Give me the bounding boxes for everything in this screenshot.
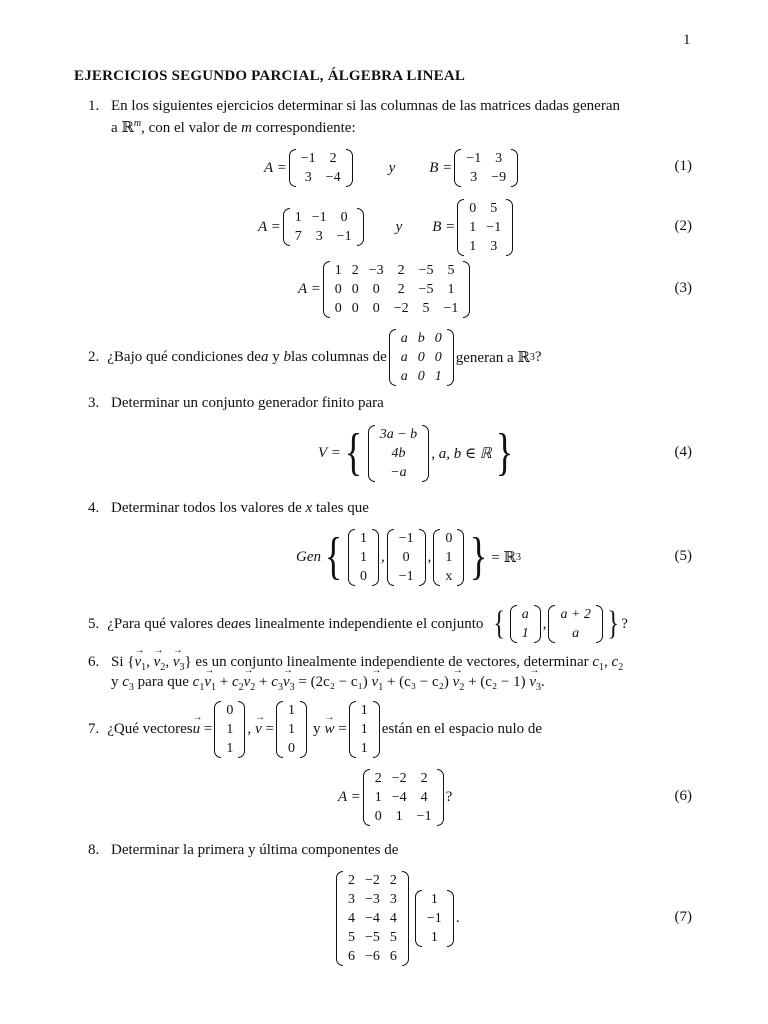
matrix-row [356,701,373,720]
matrix-row [283,701,300,720]
right-brace: } [470,528,488,585]
matrix-entry: 4 [389,910,397,926]
matrix-entry: a [400,368,408,384]
matrix-entry: 0 [287,740,295,756]
left-brace: { [493,605,506,642]
matrix-entry: 1 [395,808,403,824]
exercise-3-text: Determinar un conjunto generador finito para [111,395,384,411]
matrix-entry: −1 [466,151,482,166]
equation-5: Gen { 1 1 0 , −1 0 −1 , 0 1 x } = ℝ 3 [296,528,522,585]
matrix-row [283,720,300,739]
set-condition: , a, b ∈ ℝ [431,445,492,462]
matrix-entry: 0 [434,349,442,365]
matrix-entry: 0 [434,330,442,346]
matrix-row [396,348,447,367]
matrix-row [355,548,372,567]
matrix-row [343,947,402,966]
left-paren [510,605,517,643]
matrix-entry: 0 [445,530,453,546]
matrix-entry: 1 [434,368,442,384]
var-a: a [230,615,239,632]
left-brace: { [324,528,343,585]
left-paren [214,701,221,758]
matrix-label-a: A = [264,159,287,176]
matrix-entry: 3 [315,229,323,244]
matrix-entries [396,329,447,386]
matrix-row [375,425,422,444]
matrix-row [464,237,506,256]
vector-v [276,701,307,758]
right-paren [422,425,429,482]
vector-ex4-1 [348,529,379,586]
matrix-entry: 3 [470,170,478,185]
page-title: EJERCICIOS SEGUNDO PARCIAL, ÁLGEBRA LINEAL [74,68,466,84]
exercise-2-text-d: ? [534,348,542,365]
matrix-entry: 0 [226,702,234,718]
matrix-entry: 0 [340,210,348,225]
matrix-entry: a [400,330,408,346]
matrix-row [396,367,447,386]
matrix-entry: 5 [389,929,397,945]
matrix-entry: 0 [351,300,359,316]
exercise-2-text-y: y [268,348,284,365]
matrix-entry: 1 [360,721,368,737]
matrix-entry: −1 [336,229,352,244]
exercise-8-end: . [455,909,460,926]
matrix-entry: 2 [348,872,355,888]
vector-v-symbol: v → [255,721,262,738]
matrix-entry: 1 [521,626,529,641]
exercise-2-text-c: generan a ℝ [455,349,530,366]
matrix-row [394,529,419,548]
right-brace: } [495,424,513,481]
matrix-entry: 3 [495,151,503,166]
matrix-entry: −3 [368,262,384,278]
matrix-entry: 0 [417,368,425,384]
exercise-5-end: ? [621,615,628,632]
matrix-ex7 [363,769,444,826]
matrix-row [296,149,346,168]
matrix-row [283,739,300,758]
exercise-2-sup: 3 [529,351,535,363]
matrix-entries [375,425,422,482]
right-paren [372,529,379,586]
matrix-label-a: A = [298,280,321,297]
matrix-entry: −5 [365,929,380,945]
left-paren [323,261,330,318]
matrix-row [355,529,372,548]
right-paren [402,871,409,966]
matrix-row [356,739,373,758]
matrix-entry: −5 [418,281,434,297]
left-paren [387,529,394,586]
matrix-entries [517,605,534,643]
matrix-entry: 0 [359,568,367,584]
matrix-row [370,807,437,826]
matrix-entry: 1 [287,721,295,737]
matrix-ex8 [336,871,409,966]
conjunction-y: y [388,159,396,176]
matrix-entry: a + 2 [560,607,591,622]
matrix-row [464,199,506,218]
matrix-entry: −2 [391,770,407,786]
matrix-entry: 5 [348,929,355,945]
right-paren [419,529,426,586]
matrix-entry: 1 [360,702,368,718]
left-paren [276,701,283,758]
matrix-row [422,928,447,947]
right-paren [238,701,245,758]
exercise-2-text-a: ¿Bajo qué condiciones de [107,348,261,365]
matrix-label-a: A = [258,218,281,235]
right-paren [511,149,518,187]
right-paren [447,329,454,386]
matrix-entry: −2 [393,300,409,316]
matrix-entry: 1 [226,740,234,756]
vector-ex4-3 [433,529,464,586]
matrix-entry: 0 [469,200,477,216]
matrix-row [343,890,402,909]
exercise-7-end: ? [445,788,453,805]
gen-label: Gen [296,548,321,565]
matrix-entry: 1 [294,210,302,225]
left-paren [415,890,422,947]
matrix-row [440,567,457,586]
matrix-row [375,444,422,463]
matrix-entry: 5 [490,200,498,216]
left-paren [289,149,296,187]
exercise-7-text-b: están en el espacio nulo de [381,720,543,737]
exercise-5-text-a: ¿Para qué valores de [107,615,231,632]
matrix-label-b: B = [429,159,453,176]
matrix-entry: a [400,349,408,365]
matrix-entry: −1 [398,568,414,584]
matrix-row [330,280,464,299]
matrix-entry: 0 [351,281,359,297]
matrix-entry: 1 [469,238,477,254]
matrix-row [355,567,372,586]
matrix-1a [289,149,353,187]
left-paren [433,529,440,586]
exercise-3-number: 3. [88,395,100,411]
matrix-entries [283,701,300,758]
matrix-entry: 7 [294,229,302,244]
matrix-entry: 1 [469,219,477,235]
matrix-2a [283,208,364,246]
exercise-1-line1: En los siguientes ejercicios determinar si las columnas de las matrices dadas generan [111,98,620,114]
left-paren [454,149,461,187]
matrix-entry: 3 [389,891,397,907]
matrix-2b [457,199,513,256]
exercise-2-number: 2. [88,348,100,365]
right-paren [534,605,541,643]
matrix-entries [422,890,447,947]
matrix-entry: 1 [287,702,295,718]
matrix-row [343,928,402,947]
matrix-row [370,769,437,788]
matrix-entry: 1 [359,549,367,565]
matrix-entry: 5 [447,262,455,278]
equation-1 [264,148,520,188]
matrix-row [394,548,419,567]
left-brace: { [344,424,362,481]
vector-u [214,701,245,758]
matrix-ex2 [389,329,454,386]
matrix-entry: −4 [325,170,341,185]
right-paren [457,529,464,586]
exercise-2-text-b: las columnas de [290,348,387,365]
matrix-row [290,208,357,227]
matrix-entry: −2 [365,872,380,888]
right-paren [447,890,454,947]
conjunction-y: y [312,720,321,737]
exercise-4-text: Determinar todos los valores de x tales que [111,500,369,516]
matrix-entry: −1 [416,808,432,824]
matrix-entry: 0 [334,281,342,297]
matrix-row [343,871,402,890]
left-paren [548,605,555,643]
matrix-entry: 0 [372,281,380,297]
exercise-6-line2: y $c_3$ para que $c_1v \to_1 + c_2v \to_2 + c_3v \to_3 = (2c_2 - c_1)$ $v \to_1 + (c_3 - c_2)$ $v \to_2 + (c_2 - 1)$ $v \to_3$. [111,674,545,693]
set-label-v: V = [318,444,341,461]
left-paren [349,701,356,758]
matrix-entry: 1 [447,281,455,297]
matrix-entry: −3 [365,891,380,907]
matrix-row [461,149,511,168]
matrix-entry: 2 [374,770,382,786]
vector-ex3 [368,425,429,482]
left-paren [283,208,290,246]
matrix-row [375,463,422,482]
matrix-entry: −1 [426,910,442,926]
right-paren [437,769,444,826]
exercise-6-number: 6. [88,654,100,670]
matrix-label-a: A = [338,788,361,805]
var-b: b [283,348,291,365]
matrix-entries [355,529,372,586]
exercise-7: 7. ¿Qué vectores u → = 0 1 1 , v → = 1 1 0 y w → = 1 1 1 están en el espacio nulo de [88,700,542,758]
matrix-entry: 4 [348,910,355,926]
right-paren [373,701,380,758]
matrix-row [422,890,447,909]
matrix-row [330,261,464,280]
matrix-entries [221,701,238,758]
matrix-entry: 1 [430,929,438,945]
matrix-entry: 1 [445,549,453,565]
matrix-entry: 2 [389,872,397,888]
matrix-entry: −1 [300,151,316,166]
matrix-row [296,168,346,187]
matrix-entry: 6 [389,948,397,964]
matrix-row [394,567,419,586]
matrix-row [356,720,373,739]
matrix-entry: 4 [420,789,428,805]
matrix-entry: −a [390,464,407,480]
matrix-entry: 3 [348,891,355,907]
matrix-row [290,227,357,246]
matrix-entry: 0 [402,549,410,565]
matrix-entry: −1 [443,300,459,316]
matrix-entry: 1 [360,740,368,756]
right-brace: } [607,605,619,642]
matrix-entry: 5 [422,300,430,316]
equation-3 [298,260,472,318]
matrix-entry: b [417,330,425,346]
exercise-1-line2: a ℝ$^m$, con el valor de m correspondiente: [111,118,356,136]
matrix-entry: 1 [374,789,382,805]
matrix-row [440,529,457,548]
matrix-row [555,624,595,643]
matrix-entry: 0 [374,808,382,824]
matrix-entry: 6 [348,948,355,964]
matrix-entry: 3a − b [379,426,418,442]
matrix-entry: 2 [397,262,405,278]
matrix-entries [296,149,346,187]
vector-u-symbol: u → [193,721,201,738]
right-paren [506,199,513,256]
vector-ex5-2 [548,605,602,643]
right-paren [300,701,307,758]
left-paren [389,329,396,386]
left-paren [336,871,343,966]
matrix-entry: 1 [226,721,234,737]
matrix-entry: −1 [486,219,502,235]
exercise-8-text: Determinar la primera y última componentes de [111,842,399,858]
exercise-7-text-a: ¿Qué vectores [107,720,193,737]
equation-label-1: (1) [674,158,692,174]
equation-label-6: (6) [674,788,692,804]
page-number: 1 [683,32,691,48]
gen-rhs-sup: 3 [516,551,522,563]
matrix-1b [454,149,518,187]
right-paren [346,149,353,187]
exercise-5-text-b: es linealmente independiente el conjunto [238,615,484,632]
matrix-row [555,605,595,624]
exercise-5: 5. ¿Para qué valores de a es linealmente independiente el conjunto { a 1 , a + 2 a } ? [88,605,628,642]
matrix-entry: 2 [351,262,359,278]
equation-label-5: (5) [674,548,692,564]
equation-label-7: (7) [674,909,692,925]
matrix-entries [464,199,506,256]
gen-rhs: = ℝ [491,549,517,566]
exercise-2 [88,328,542,386]
matrix-entry: −1 [398,530,414,546]
matrix-row [440,548,457,567]
matrix-entry: 0 [334,300,342,316]
matrix-entry: 2 [397,281,405,297]
matrix-row [370,788,437,807]
equation-label-3: (3) [674,280,692,296]
matrix-row [464,218,506,237]
matrix-entry: 0 [417,349,425,365]
exercise-1-number: 1. [88,98,100,114]
matrix-entry: −6 [365,948,380,964]
matrix-entry: 4b [391,445,406,461]
matrix-label-b: B = [432,218,456,235]
matrix-entry: x [445,568,453,584]
equation-2 [258,198,515,256]
matrix-row [221,720,238,739]
matrix-entry: −1 [311,210,327,225]
matrix-entry: 0 [372,300,380,316]
equation-label-2: (2) [674,218,692,234]
matrix-entry: −5 [418,262,434,278]
matrix-row [330,299,464,318]
exercise-6-line1: Si {$v \to_1$, $v \to_2$, $v \to_3$} es un conjunto linealmente independiente de vectores, determinar $c_1$, $c_2$ [111,654,623,673]
matrix-entries [290,208,357,246]
matrix-row [517,624,534,643]
right-paren [463,261,470,318]
matrix-row [422,909,447,928]
vector-ex8 [415,890,454,947]
equation-label-4: (4) [674,444,692,460]
vector-ex5-1 [510,605,541,643]
vector-ex4-2 [387,529,426,586]
vector-w-symbol: w → [324,721,334,738]
matrix-3a [323,261,471,318]
matrix-entries [370,769,437,826]
exercise-4-number: 4. [88,500,100,516]
exercise-5-number: 5. [88,615,100,632]
matrix-entries [356,701,373,758]
equation-7 [334,870,460,966]
matrix-entry: 1 [430,891,438,907]
matrix-entry: 2 [329,151,337,166]
equation-6 [338,768,452,826]
matrix-entry: −9 [491,170,507,185]
matrix-entry: 2 [420,770,428,786]
matrix-entry: −4 [365,910,380,926]
vector-w [349,701,380,758]
matrix-row [221,701,238,720]
matrix-entries [461,149,511,187]
matrix-entry: −4 [391,789,407,805]
exercise-7-number: 7. [88,720,100,737]
left-paren [368,425,375,482]
matrix-row [517,605,534,624]
left-paren [363,769,370,826]
exercise-8-number: 8. [88,842,100,858]
matrix-row [396,329,447,348]
equation-4 [318,424,517,482]
matrix-row [343,909,402,928]
matrix-entry: a [572,626,580,641]
left-paren [348,529,355,586]
matrix-entries [343,871,402,966]
matrix-entry: 1 [334,262,342,278]
matrix-row [461,168,511,187]
matrix-entry: 1 [359,530,367,546]
matrix-entry: 3 [304,170,312,185]
left-paren [457,199,464,256]
matrix-entry: 3 [490,238,498,254]
matrix-entries [440,529,457,586]
matrix-entry: a [521,607,529,622]
right-paren [357,208,364,246]
var-a: a [260,348,269,365]
matrix-entries [555,605,595,643]
conjunction-y: y [395,218,403,235]
matrix-entries [330,261,464,318]
right-paren [596,605,603,643]
matrix-row [221,739,238,758]
matrix-entries [394,529,419,586]
